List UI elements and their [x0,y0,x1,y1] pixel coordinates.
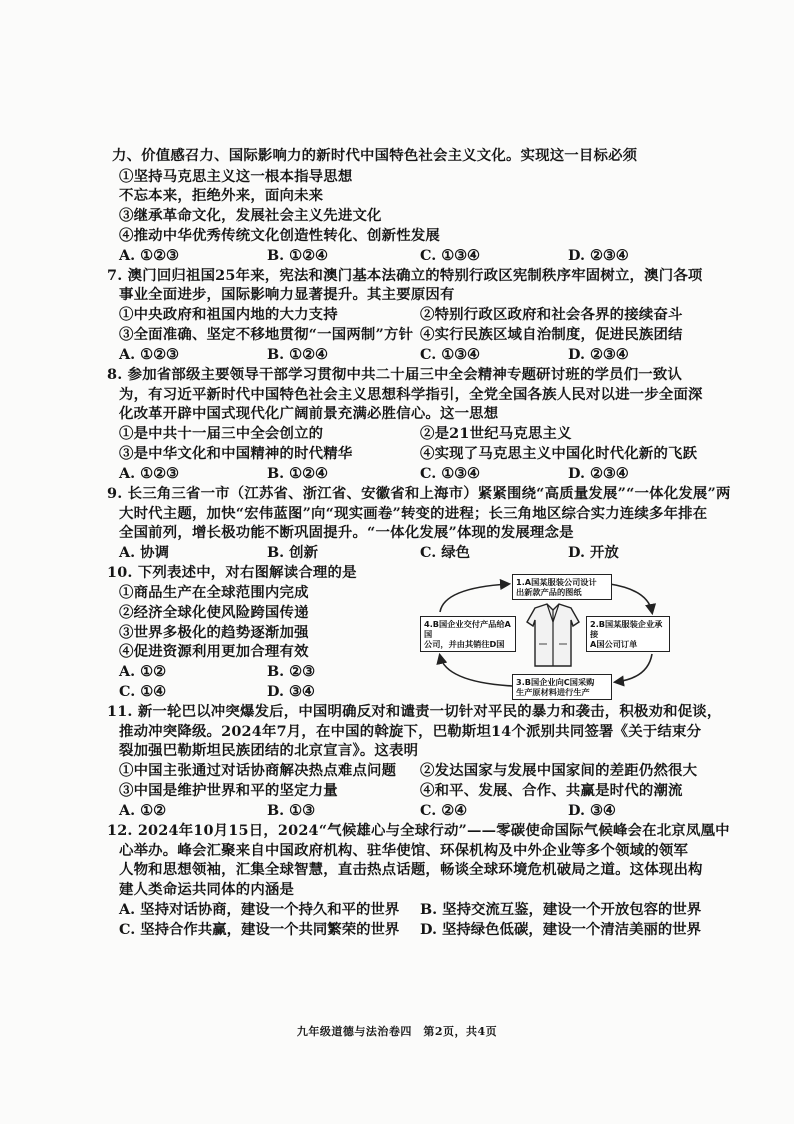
q8-item-1: ①是中共十一届三中全会创立的 [119,425,324,442]
q12-option-c: C. 坚持合作共赢，建设一个共同繁荣的世界 [119,921,400,938]
q8-stem-3: 化改革开辟中国式现代化广阔前景充满必胜信心。这一思想 [119,405,499,422]
q12-stem-2: 心举办。峰会汇聚来自中国政府机构、驻华使馆、环保机构及中外企业等多个领域的领军 [119,842,689,859]
diagram-step-2: 2.B国某服装企业承接 A国公司订单 [586,616,670,652]
q9-stem-1: 9. 长三角三省一市（江苏省、浙江省、安徽省和上海市）紧紧围绕“高质量发展”“一体化发展”两 [107,485,731,502]
q12-stem-1: 12. 2024年10月15日，2024“气候雄心与全球行动”——零碳使命国际气候峰会在北京凤凰中 [107,822,730,839]
q6-item-4: ④推动中华优秀传统文化创造性转化、创新性发展 [119,227,440,244]
q9-option-a: A. 协调 [119,544,169,561]
q10-option-b: B. ②③ [267,663,315,680]
diagram-step-4: 4.B国企业交付产品给A国 公司，并由其销往D国 [420,616,516,652]
q7-item-4: ④实行民族区域自治制度，促进民族团结 [420,326,683,343]
q12-option-b: B. 坚持交流互鉴，建设一个开放包容的世界 [420,901,702,918]
q10-item-3: ③世界多极化的趋势逐渐加强 [119,624,309,641]
arrow-1-to-2 [610,584,652,612]
q7-item-2: ②特别行政区政府和社会各界的接续奋斗 [420,306,683,323]
q12-stem-3: 人物和思想领袖，汇集全球智慧，直击热点话题，畅谈全球环境危机破局之道。这体现出构 [119,861,703,878]
arrow-4-to-1 [440,584,508,612]
q11-option-c: C. ②④ [420,802,468,819]
q10-option-c: C. ①④ [119,683,167,700]
q11-option-a: A. ①② [119,802,166,819]
jacket-icon [527,604,579,666]
q7-stem-2: 事业全面进步，国际影响力显著提升。其主要原因有 [119,286,455,303]
q12-option-d: D. 坚持绿色低碳，建设一个清洁美丽的世界 [420,921,702,938]
arrow-2-to-3 [616,654,652,682]
q8-option-a: A. ①②③ [119,465,179,482]
production-cycle-diagram [420,572,670,702]
q10-option-a: A. ①② [119,663,166,680]
arrow-3-to-4 [440,656,512,686]
q11-option-b: B. ①③ [267,802,315,819]
q6-item-1: ①坚持马克思主义这一根本指导思想 [119,168,353,185]
q6-option-a: A. ①②③ [119,247,179,264]
q9-option-b: B. 创新 [267,544,318,561]
diagram-step-1: 1.A国某服装公司设计 出新款产品的图纸 [512,574,612,600]
q11-stem-2: 推动冲突降级。2024年7月，在中国的斡旋下，巴勒斯坦14个派别共同签署《关于结束分 [119,723,702,740]
q7-stem-1: 7. 澳门回归祖国25年来，宪法和澳门基本法确立的特别行政区宪制秩序牢固树立，澳门各项 [107,267,703,284]
q8-stem-1: 8. 参加省部级主要领导干部学习贯彻中共二十届三中全会精神专题研讨班的学员们一致认 [107,366,683,383]
q8-option-b: B. ①②④ [267,465,328,482]
q7-item-3: ③全面准确、坚定不移地贯彻“一国两制”方针 [119,326,414,343]
q8-item-2: ②是21世纪马克思主义 [420,425,572,442]
q11-stem-3: 裂加强巴勒斯坦民族团结的北京宣言》。这表明 [119,742,419,759]
q7-option-c: C. ①③④ [420,346,480,363]
q6-item-2: 不忘本来，拒绝外来，面向未来 [119,187,324,204]
q10-option-d: D. ③④ [267,683,315,700]
q8-item-4: ④实现了马克思主义中国化时代化新的飞跃 [420,445,698,462]
q12-option-a: A. 坚持对话协商，建设一个持久和平的世界 [119,901,400,918]
q11-item-3: ③中国是维护世界和平的坚定力量 [119,782,338,799]
q7-option-b: B. ①②④ [267,346,328,363]
q7-item-1: ①中央政府和祖国内地的大力支持 [119,306,338,323]
q6-option-d: D. ②③④ [568,247,629,264]
page-footer: 九年级道德与法治卷四 第2页，共4页 [296,1025,498,1038]
q10-item-2: ②经济全球化使风险跨国传递 [119,604,309,621]
q9-option-d: D. 开放 [568,544,619,561]
q9-stem-3: 全国前列，增长极功能不断巩固提升。“一体化发展”体现的发展理念是 [119,524,574,541]
q6-option-c: C. ①③④ [420,247,480,264]
q9-stem-2: 大时代主题，加快“宏伟蓝图”向“现实画卷”转变的进程；长三角地区综合实力连续多年排在 [119,505,708,522]
q7-option-d: D. ②③④ [568,346,629,363]
q8-option-d: D. ②③④ [568,465,629,482]
q8-option-c: C. ①③④ [420,465,480,482]
q6-item-3: ③继承革命文化，发展社会主义先进文化 [119,207,382,224]
q11-item-1: ①中国主张通过对话协商解决热点难点问题 [119,762,397,779]
q12-stem-4: 建人类命运共同体的内涵是 [119,881,295,898]
q11-item-4: ④和平、发展、合作、共赢是时代的潮流 [420,782,683,799]
diagram-step-3: 3.B国企业向C国采购 生产原材料进行生产 [512,674,612,700]
q7-option-a: A. ①②③ [119,346,179,363]
q8-stem-2: 为，有习近平新时代中国特色社会主义思想科学指引，全党全国各族人民对以进一步全面深 [119,386,703,403]
q11-item-2: ②发达国家与发展中国家间的差距仍然很大 [420,762,698,779]
q10-stem: 10. 下列表述中，对右图解读合理的是 [107,564,357,581]
q9-option-c: C. 绿色 [420,544,471,561]
q6-option-b: B. ①②④ [267,247,328,264]
q6-line-1: 力、价值感召力、国际影响力的新时代中国特色社会主义文化。实现这一目标必须 [112,147,638,164]
q10-item-1: ①商品生产在全球范围内完成 [119,584,309,601]
q8-item-3: ③是中华文化和中国精神的时代精华 [119,445,353,462]
q11-stem-1: 11. 新一轮巴以冲突爆发后，中国明确反对和谴责一切针对平民的暴力和袭击，积极劝和促谈， [107,703,722,720]
q11-option-d: D. ③④ [568,802,616,819]
q10-item-4: ④促进资源利用更加合理有效 [119,643,309,660]
